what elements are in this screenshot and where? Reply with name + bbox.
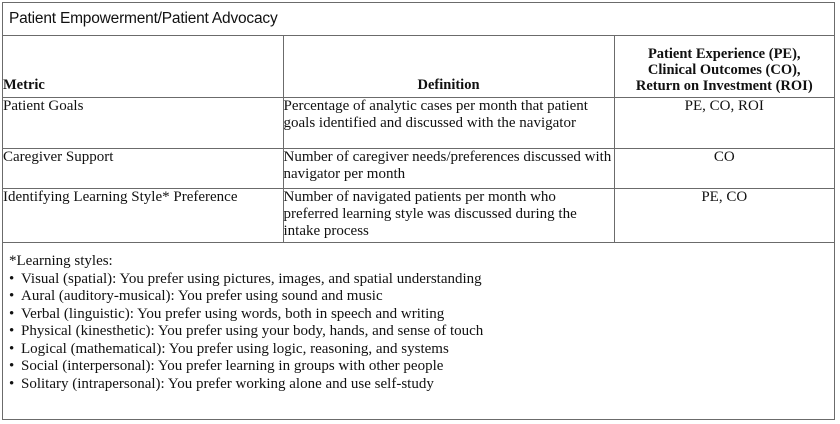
header-row	[3, 36, 834, 98]
list-item	[9, 376, 834, 394]
learning-styles-footnote	[3, 243, 834, 393]
list-item-text: Verbal (linguistic): You prefer using words, both in speech and writing	[21, 305, 445, 322]
bullet-icon: •	[9, 288, 15, 304]
list-item-text: Solitary (intrapersonal): You prefer working alone and use self-study	[21, 375, 434, 392]
list-item	[9, 358, 834, 376]
bullet-icon: •	[9, 305, 15, 322]
metric-cell: Caregiver Support	[3, 149, 283, 189]
header-definition: Definition	[283, 36, 614, 98]
list-item-text: Visual (spatial): You prefer using pictures, images, and spatial understanding	[21, 270, 482, 287]
bullet-icon: •	[9, 270, 15, 287]
header-outcomes-line3: Return on Investment (ROI)	[635, 78, 813, 94]
definition-cell: Number of caregiver needs/preferences discussed with navigator per month	[283, 149, 614, 189]
definition-cell: Percentage of analytic cases per month that patient goals identified and discussed with the navigator	[283, 98, 614, 149]
list-item-text: Logical (mathematical): You prefer using logic, reasoning, and systems	[21, 340, 449, 357]
list-item-text: Aural (auditory-musical): You prefer using sound and music	[21, 288, 383, 304]
learning-styles-list	[9, 271, 834, 394]
definition-cell: Number of navigated patients per month who preferred learning style was discussed during the intake process	[283, 189, 614, 243]
header-metric: Metric	[3, 36, 283, 98]
metric-cell: Patient Goals	[3, 98, 283, 149]
bullet-icon: •	[9, 375, 15, 392]
header-outcomes-line2: Clinical Outcomes (CO),	[647, 62, 801, 78]
table-row	[3, 98, 834, 149]
metrics-table	[3, 36, 834, 243]
list-item-text: Social (interpersonal): You prefer learning in groups with other people	[21, 358, 444, 374]
table-row	[3, 189, 834, 243]
list-item	[9, 341, 834, 359]
bullet-icon: •	[9, 358, 15, 374]
header-outcomes-line1: Patient Experience (PE),	[647, 46, 801, 62]
metrics-table-frame	[2, 2, 835, 420]
outcome-codes-cell: CO	[614, 149, 834, 189]
header-outcomes	[614, 36, 834, 98]
table-title: Patient Empowerment/Patient Advocacy	[3, 3, 834, 36]
list-item	[9, 306, 834, 324]
list-item-text: Physical (kinesthetic): You prefer using your body, hands, and sense of touch	[21, 323, 484, 339]
table-row	[3, 149, 834, 189]
bullet-icon: •	[9, 323, 15, 339]
metric-cell: Identifying Learning Style* Preference	[3, 189, 283, 243]
footnote-heading: *Learning styles:	[9, 253, 113, 269]
list-item	[9, 323, 834, 341]
bullet-icon: •	[9, 340, 15, 357]
outcome-codes-cell: PE, CO	[614, 189, 834, 243]
outcome-codes-cell: PE, CO, ROI	[614, 98, 834, 149]
list-item	[9, 288, 834, 306]
list-item	[9, 271, 834, 289]
